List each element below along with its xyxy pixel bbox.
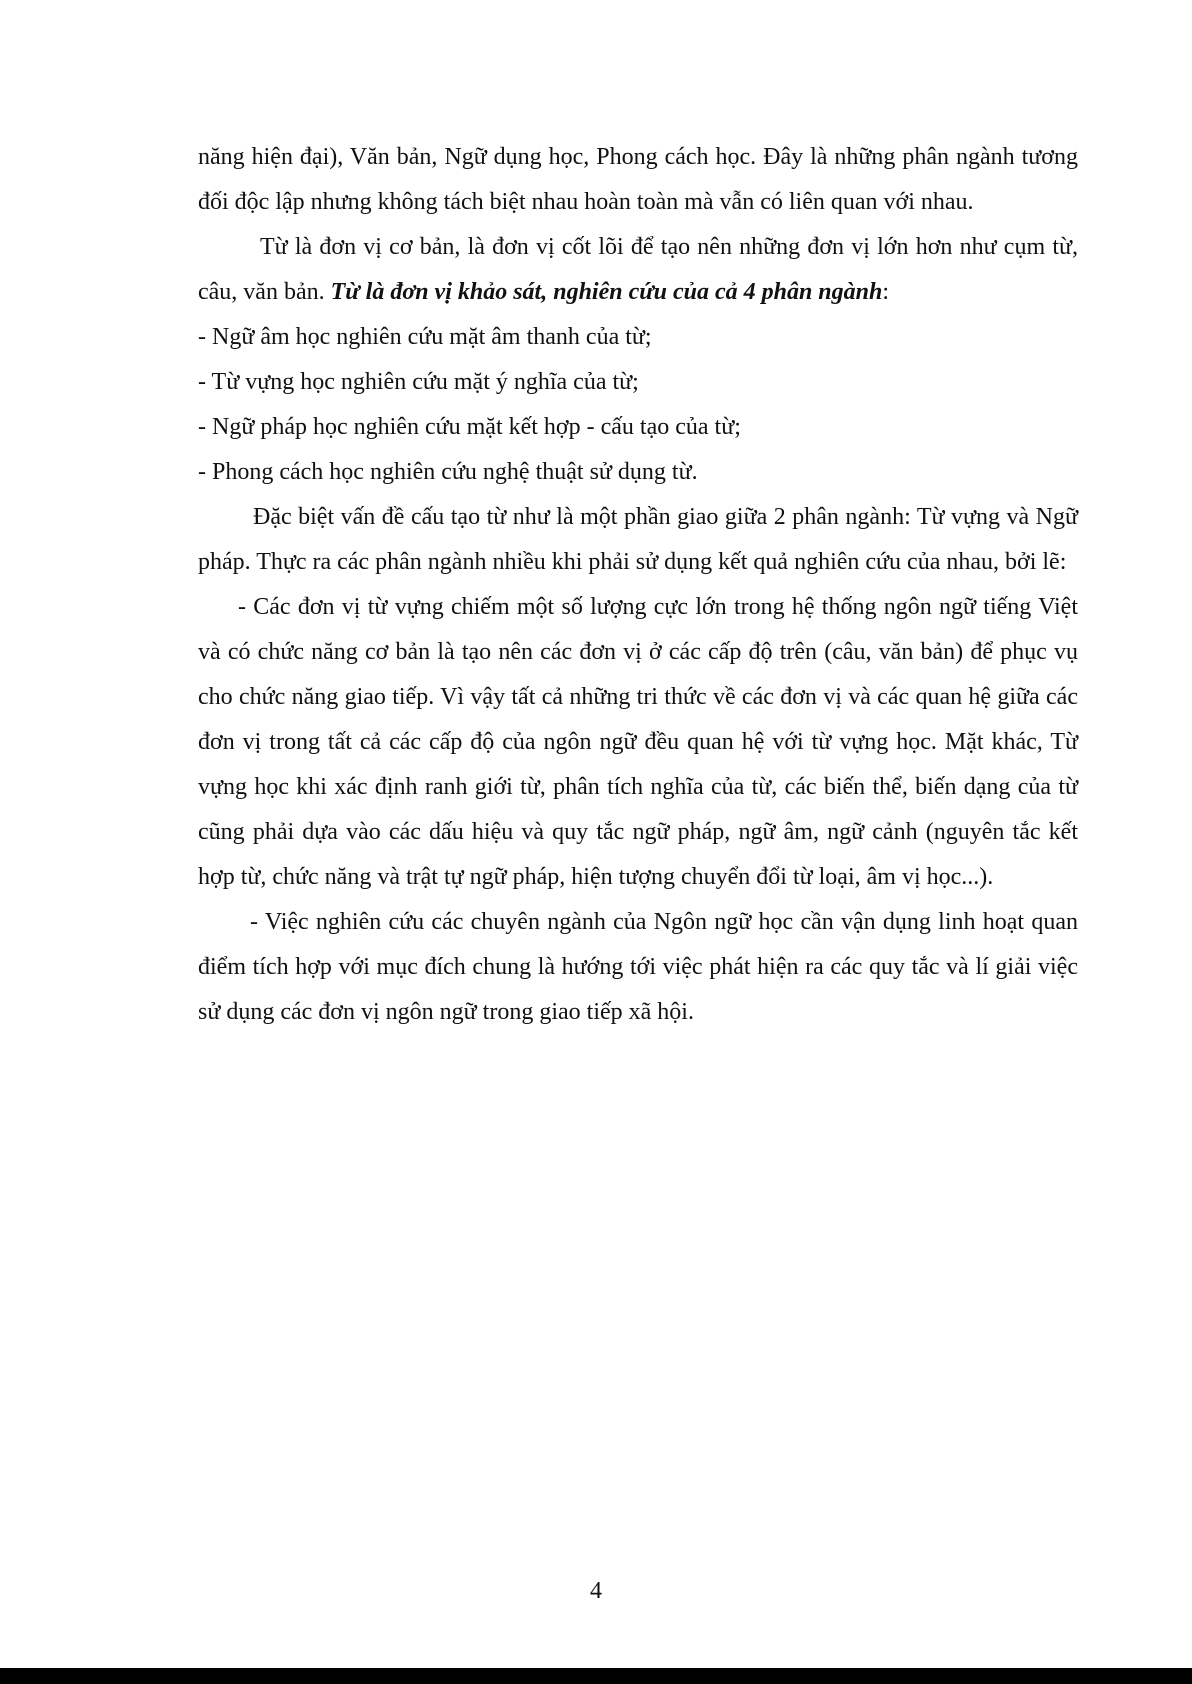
paragraph-2-end: :: [882, 279, 890, 305]
paragraph-2-start: Từ là đơn vị cơ bản, là đơn vị cốt lõi để tạo nên những đơn vị lớn hơn như cụm từ, câu, văn bản.: [198, 234, 1078, 305]
paragraph-2: [198, 225, 1078, 315]
paragraph-5: - Việc nghiên cứu các chuyên ngành của Ngôn ngữ học cần vận dụng linh hoạt quan điểm tích hợp với mục đích chung là hướng tới việc phát hiện ra các quy tắc và lí giải việc sử dụng các đơn vị ngôn ngữ trong giao tiếp xã hội.: [198, 909, 1078, 1025]
bottom-border-bar: [0, 1668, 1192, 1684]
paragraph-4: - Các đơn vị từ vựng chiếm một số lượng cực lớn trong hệ thống ngôn ngữ tiếng Việt và có chức năng cơ bản là tạo nên các đơn vị ở các cấp độ trên (câu, văn bản) để phục vụ cho chức năng giao tiếp. Vì vậy tất cả những tri thức về các đơn vị và các quan hệ giữa các đơn vị trong tất cả các cấp độ của ngôn ngữ đều quan hệ với từ vựng học. Mặt khác, Từ vựng học khi xác định ranh giới từ, phân tích nghĩa của từ, các biến thể, biến dạng của từ cũng phải dựa vào các dấu hiệu và quy tắc ngữ pháp, ngữ âm, ngữ cảnh (nguyên tắc kết hợp từ, chức năng và trật tự ngữ pháp, hiện tượng chuyển đổi từ loại, âm vị học...).: [198, 594, 1078, 890]
paragraph-3: Đặc biệt vấn đề cấu tạo từ như là một phần giao giữa 2 phân ngành: Từ vựng và Ngữ pháp. Thực ra các phân ngành nhiều khi phải sử dụng kết quả nghiên cứu của nhau, bởi lẽ:: [198, 504, 1078, 575]
paragraph-2-emphasis: Từ là đơn vị khảo sát, nghiên cứu của cả 4 phân ngành: [330, 279, 883, 305]
bullet-item-lexicology: - Từ vựng học nghiên cứu mặt ý nghĩa của từ;: [198, 369, 639, 395]
page-number: 4: [590, 1578, 602, 1604]
bullet-item-grammar: - Ngữ pháp học nghiên cứu mặt kết hợp - cấu tạo của từ;: [198, 414, 741, 440]
bullet-item-phonetics: - Ngữ âm học nghiên cứu mặt âm thanh của từ;: [198, 324, 652, 350]
paragraph-1: năng hiện đại), Văn bản, Ngữ dụng học, Phong cách học. Đây là những phân ngành tương đối độc lập nhưng không tách biệt nhau hoàn toàn mà vẫn có liên quan với nhau.: [198, 144, 1078, 215]
bullet-item-stylistics: - Phong cách học nghiên cứu nghệ thuật sử dụng từ.: [198, 459, 698, 485]
body-text: [198, 135, 1078, 1035]
